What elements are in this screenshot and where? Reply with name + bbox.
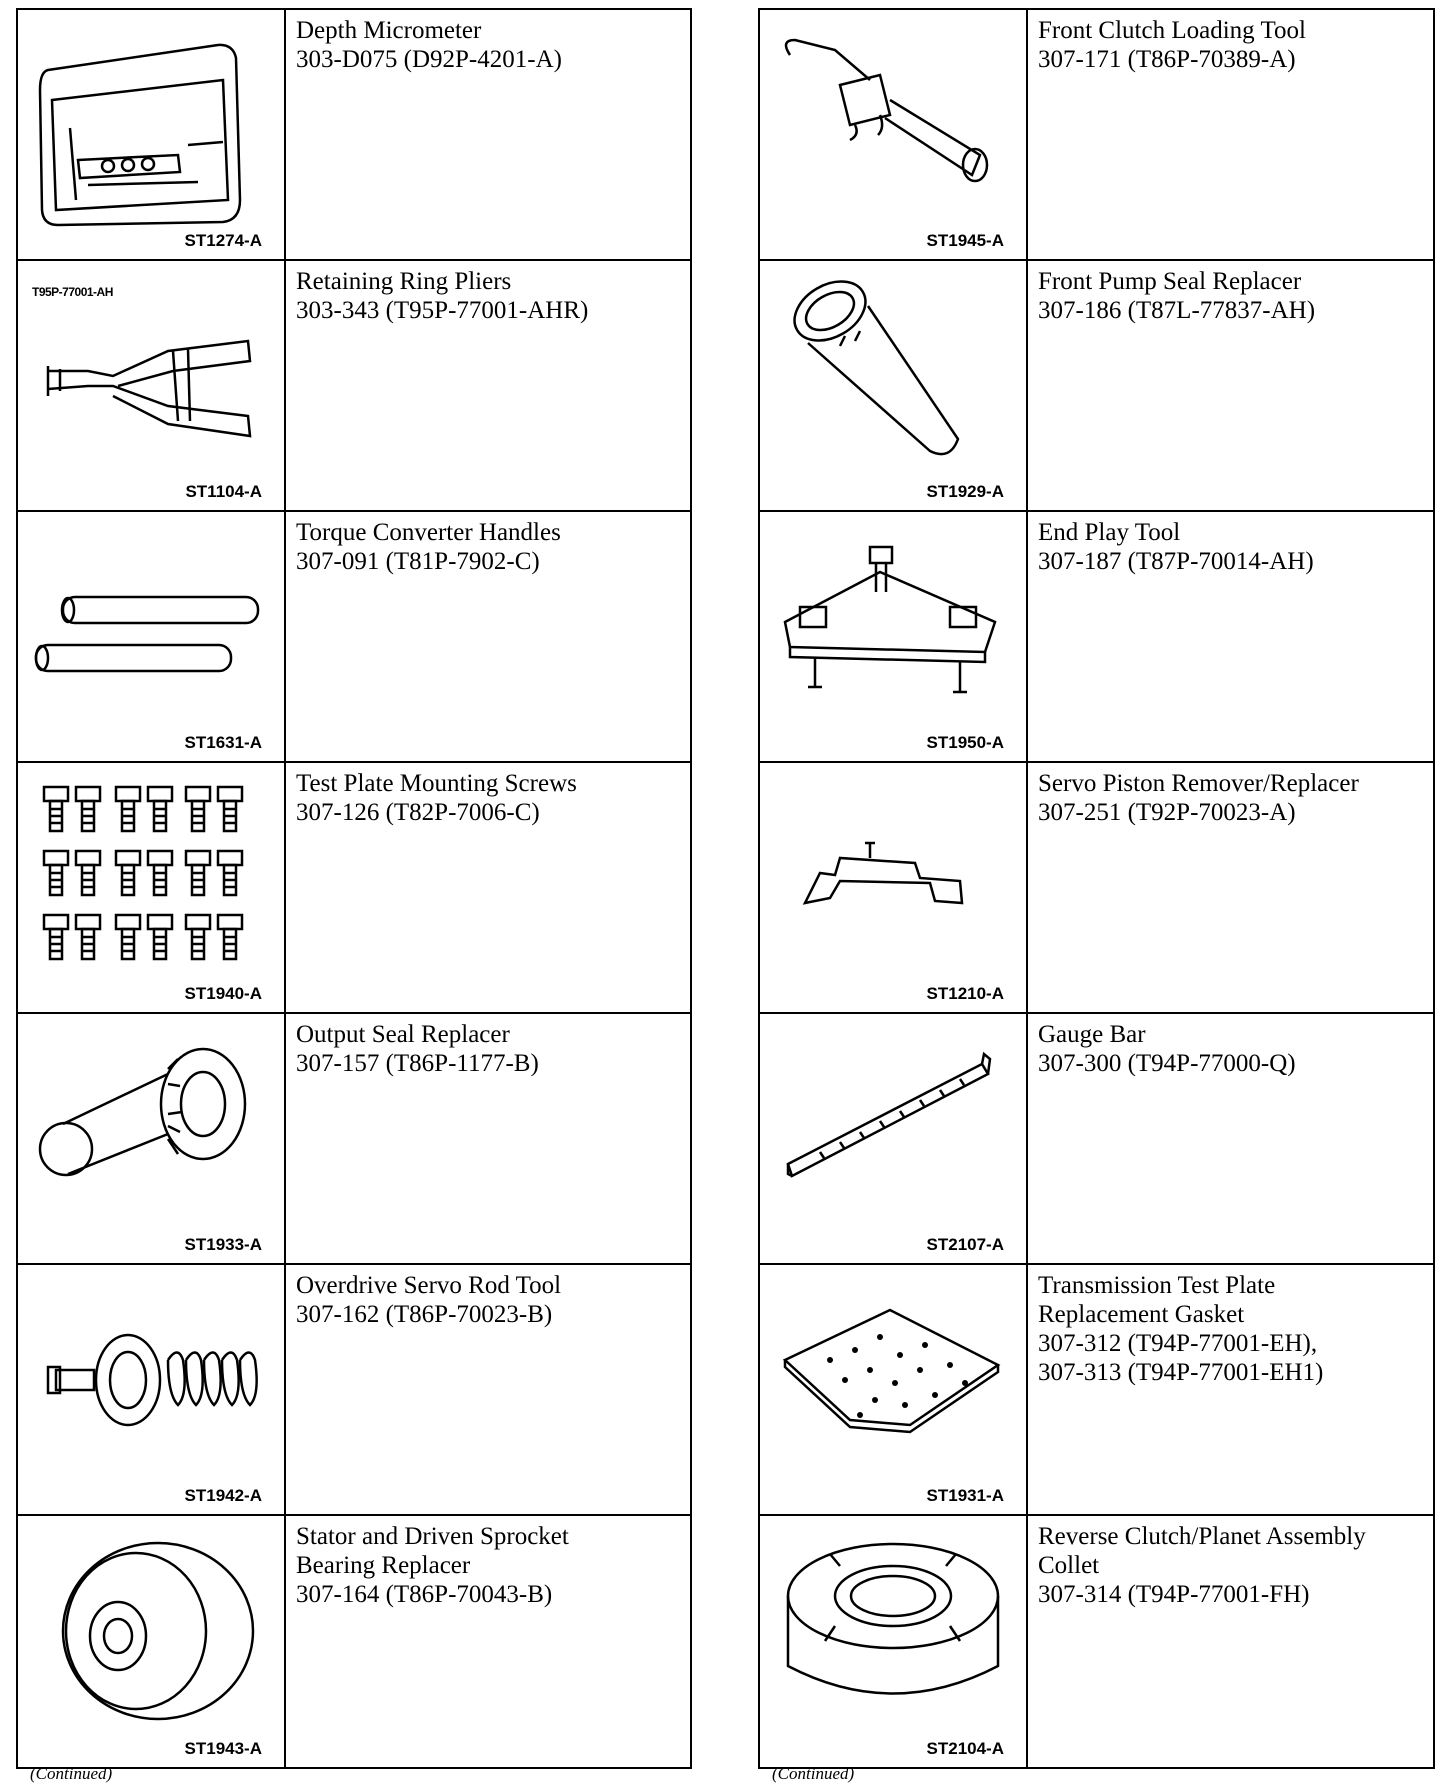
left-tool-table <box>16 8 692 1769</box>
tool-image-cell <box>760 1014 1028 1263</box>
tool-name: Servo Piston Remover/Replacer <box>1038 770 1359 797</box>
figure-code: ST1104-A <box>185 482 262 501</box>
tool-name: Transmission Test Plate Replacement Gasket <box>1038 1272 1276 1328</box>
pump-seal-replacer-icon <box>760 261 1026 510</box>
tool-image-cell <box>18 512 286 761</box>
tool-image-cell <box>760 261 1028 510</box>
gauge-bar-icon <box>760 1014 1026 1263</box>
collet-icon <box>760 1516 1026 1765</box>
tool-number: 307-300 (T94P-77000-Q) <box>1038 1050 1296 1077</box>
tool-row <box>18 512 690 763</box>
tool-image-cell <box>760 763 1028 1012</box>
tool-row <box>18 1516 690 1767</box>
tool-number: 307-186 (T87L-77837-AH) <box>1038 297 1316 324</box>
tool-description <box>1028 763 1433 1012</box>
torque-converter-handles-icon <box>18 512 284 761</box>
tool-description <box>1028 261 1433 510</box>
figure-code: ST1929-A <box>926 482 1004 501</box>
figure-code: ST1631-A <box>184 733 262 752</box>
figure-code: ST1950-A <box>926 733 1004 752</box>
tool-row <box>760 10 1433 261</box>
figure-top-code: T95P-77001-AH <box>32 285 113 299</box>
tool-name: Test Plate Mounting Screws <box>296 770 577 797</box>
tool-image-cell <box>18 261 286 510</box>
tool-row <box>760 763 1433 1014</box>
tool-name: Retaining Ring Pliers <box>296 268 512 295</box>
tool-image-cell <box>760 1516 1028 1767</box>
tool-number: 307-164 (T86P-70043-B) <box>296 1581 553 1608</box>
tool-description <box>1028 1516 1433 1767</box>
tool-row <box>18 261 690 512</box>
right-tool-table <box>758 8 1435 1769</box>
tool-description <box>286 512 690 761</box>
tool-name: Overdrive Servo Rod Tool <box>296 1272 562 1299</box>
tool-name: Torque Converter Handles <box>296 519 561 546</box>
servo-rod-tool-icon <box>18 1265 284 1514</box>
tool-number: 307-312 (T94P-77001-EH), 307-313 (T94P-77001-EH1) <box>1038 1330 1324 1386</box>
tool-description <box>1028 10 1433 259</box>
tool-number: 307-187 (T87P-70014-AH) <box>1038 548 1314 575</box>
tool-image-cell <box>18 763 286 1012</box>
tool-image-cell <box>760 10 1028 259</box>
tool-description <box>286 1265 690 1514</box>
tool-row <box>760 1265 1433 1516</box>
figure-code: ST1933-A <box>184 1235 262 1254</box>
tool-number: 307-251 (T92P-70023-A) <box>1038 799 1296 826</box>
figure-code: ST1942-A <box>184 1486 262 1505</box>
tool-image-cell <box>18 1516 286 1767</box>
mounting-screws-icon <box>18 763 284 1012</box>
tool-image-cell <box>760 512 1028 761</box>
tool-name: Reverse Clutch/Planet Assembly Collet <box>1038 1523 1366 1579</box>
tool-row <box>760 1516 1433 1767</box>
figure-code: ST1940-A <box>184 984 262 1003</box>
figure-code: ST1210-A <box>926 984 1004 1003</box>
figure-code: ST2104-A <box>926 1739 1004 1758</box>
tool-number: 303-D075 (D92P-4201-A) <box>296 46 562 73</box>
servo-piston-tool-icon <box>760 763 1026 1012</box>
tool-number: 307-162 (T86P-70023-B) <box>296 1301 553 1328</box>
tool-row <box>18 1014 690 1265</box>
tool-number: 307-314 (T94P-77001-FH) <box>1038 1581 1310 1608</box>
output-seal-replacer-icon <box>18 1014 284 1263</box>
test-plate-gasket-icon <box>760 1265 1026 1514</box>
tool-number: 307-126 (T82P-7006-C) <box>296 799 540 826</box>
tool-name: Front Clutch Loading Tool <box>1038 17 1306 44</box>
tool-number: 307-091 (T81P-7902-C) <box>296 548 540 575</box>
tool-name: Gauge Bar <box>1038 1021 1146 1048</box>
tool-description <box>1028 1014 1433 1263</box>
tool-description <box>1028 512 1433 761</box>
tool-description <box>1028 1265 1433 1514</box>
bearing-replacer-icon <box>18 1516 284 1765</box>
depth-micrometer-icon <box>18 10 284 259</box>
tool-name: Stator and Driven Sprocket Bearing Replacer <box>296 1523 569 1579</box>
tool-description <box>286 763 690 1012</box>
figure-code: ST1943-A <box>184 1739 262 1758</box>
end-play-tool-icon <box>760 512 1026 761</box>
figure-code: ST1931-A <box>926 1486 1004 1505</box>
continued-note-right: (Continued) <box>772 1764 855 1783</box>
tool-image-cell <box>18 1014 286 1263</box>
continued-note-left: (Continued) <box>30 1764 113 1783</box>
tool-name: Output Seal Replacer <box>296 1021 510 1048</box>
tool-description <box>286 1014 690 1263</box>
tool-description <box>286 1516 690 1767</box>
tool-name: Depth Micrometer <box>296 17 482 44</box>
clutch-loading-tool-icon <box>760 10 1026 259</box>
tool-image-cell <box>18 10 286 259</box>
tool-description <box>286 10 690 259</box>
figure-code: ST1945-A <box>926 231 1004 250</box>
tool-row <box>760 261 1433 512</box>
tool-row <box>18 10 690 261</box>
tool-description <box>286 261 690 510</box>
tool-number: 303-343 (T95P-77001-AHR) <box>296 297 589 324</box>
tool-row <box>760 1014 1433 1265</box>
tool-image-cell <box>760 1265 1028 1514</box>
tool-row <box>18 763 690 1014</box>
tool-image-cell <box>18 1265 286 1514</box>
tool-number: 307-157 (T86P-1177-B) <box>296 1050 539 1077</box>
tool-name: End Play Tool <box>1038 519 1181 546</box>
figure-code: ST1274-A <box>184 231 262 250</box>
tool-row <box>18 1265 690 1516</box>
retaining-ring-pliers-icon <box>18 261 284 510</box>
tool-number: 307-171 (T86P-70389-A) <box>1038 46 1296 73</box>
tool-name: Front Pump Seal Replacer <box>1038 268 1302 295</box>
figure-code: ST2107-A <box>926 1235 1004 1254</box>
tool-row <box>760 512 1433 763</box>
